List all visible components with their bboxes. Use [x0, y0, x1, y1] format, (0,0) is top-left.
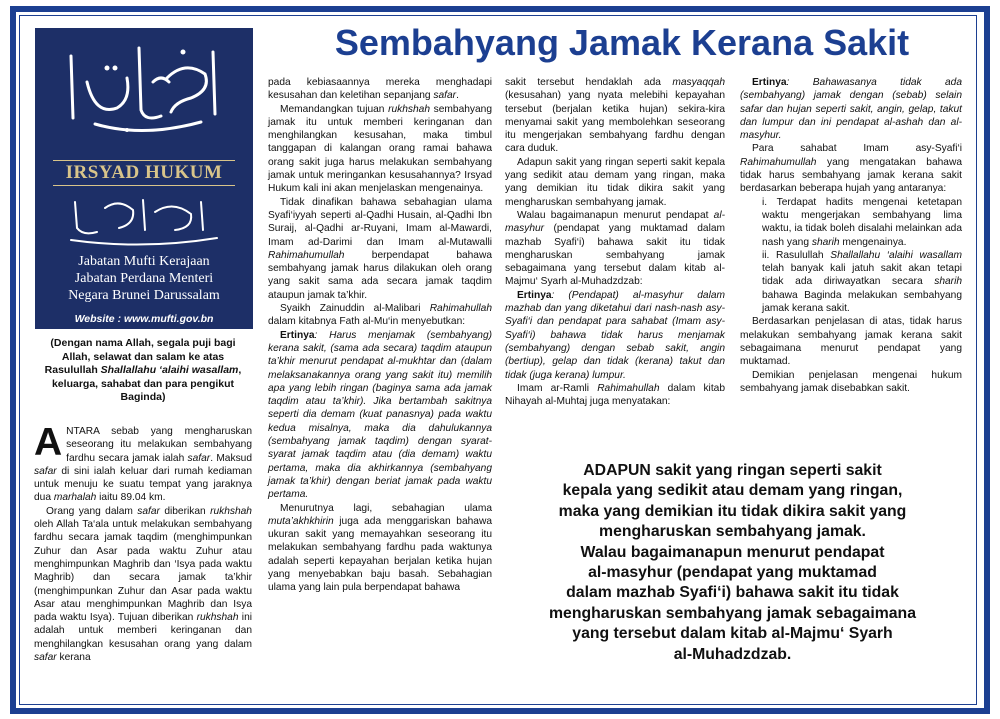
list-item: i. Terdapat hadits mengenai ketetapan waktu mengerjakan sembahyang lima waktu, ia tidak boleh disalahi melainkan ada nash yang sharih mengenainya.: [762, 196, 962, 248]
website-text: Website : www.mufti.gov.bn: [74, 313, 214, 325]
jawi-text: جابتن مفتي كراجأن: [104, 214, 184, 225]
masthead-logo-panel: [35, 28, 253, 329]
column-2: [268, 76, 492, 595]
paragraph: Orang yang dalam safar diberikan rukhshah oleh Allah Ta‘ala untuk melakukan sembahyang fardhu secara jamak taqdim (menghimpunkan Zuhur dan Asar pada waktu Zuhur atau menghimpunkan Maghrib dan ‘Isya pada waktu Maghrib) dan secara jamak ta’khir (menghimpunkan Zuhur dan Asar pada waktu Asar atau menghimpunkan Maghrib dan Isya pada waktu Isya). Tujuan diberikan rukhshah ini adalah untuk memberi keringanan dan menghilangkan kesusahan orang yang dalam safar kerana: [34, 505, 253, 664]
paragraph: Walau bagaimanapun menurut pendapat al-masyhur (pendapat yang muktamad dalam mazhab Syafi‘i) bahawa sakit itu tidak mengharuskan sembahyang jamak sebagaimana yang tersebut dalam kitab al-Majmu‘ Syarh al-Muhadzdzab:: [505, 209, 725, 288]
paragraph: Berdasarkan penjelasan di atas, tidak harus melakukan sembahyang jamak kerana sakit sebagaimana menurut pendapat yang muktamad.: [740, 316, 962, 368]
calligraphy-text: ارشاد حكوم: [119, 90, 169, 101]
paragraph: Ertinya: Harus menjamak (sembahyang) kerana sakit, (sama ada secara) taqdim ataupun ta’khir menurut pendapat al-mukhtar dan (dalam melaksanakannya orang yang sakit itu) memilih apa yang lebih ringan (baginya sama ada jamak taqdim atau ta’khir). Jika bertambah sakitnya seperti dia demam (kuat panasnya) pada waktu kedua misalnya, maka dia dahulukannya (sembahyang jamak taqdim) dengan syarat-syarat jamak taqdim atau (dia demam) waktu pertama, maka dia akhirkannya (sembahyang jamak ta’khir) dengan beriat jamak pada waktu pertama.: [268, 329, 492, 501]
column-4: [740, 76, 962, 395]
paragraph: pada kebiasaannya mereka menghadapi kesusahan dan keletihan sepanjang safar.: [268, 77, 492, 102]
paragraph: Adapun sakit yang ringan seperti sakit kepala yang sedikit atau demam yang ringan, maka yang demikian itu tidak dikira sakit yang mengharuskan sembahyang jamak.: [505, 156, 725, 208]
drop-cap: A: [34, 421, 63, 464]
paragraph: Syaikh Zainuddin al-Malibari Rahimahullah dalam kitabnya Fath al-Mu‘in menyebutkan:: [268, 303, 492, 328]
paragraph: Para sahabat Imam asy-Syafi‘i Rahimahumullah yang mengatakan bahawa tidak harus sembahyang jamak kerana sakit berdasarkan beberapa hujah yang antaranya:: [740, 143, 962, 195]
column-1: [34, 421, 253, 664]
paragraph: Memandangkan tujuan rukhshah sembahyang jamak itu untuk memberi keringanan dan menghilangkan kesusahan, maka timbul tanggapan di kalangan orang ramai bahawa orang sakit juga harus melakukan sembahyang jamak untuk meringankan kesusahannya? Irsyad Hukum kali ini akan menjelaskan mengenainya.: [268, 103, 492, 195]
paragraph: Demikian penjelasan mengenai hukum sembahyang jamak disebabkan sakit.: [740, 369, 962, 394]
list-item: ii. Rasulullah Shallallahu ‘alaihi wasallam telah banyak kali jatuh sakit akan tetapi tidak ada diriwayatkan secara sharih bahawa Baginda melakukan sembahyang jamak kerana sakit.: [762, 249, 962, 315]
opening-caption: (Dengan nama Allah, segala puji bagi Allah, selawat dan salam ke atas Rasulullah Shallallahu ‘alaihi wasallam, keluarga, sahabat dan para pengikut Baginda): [44, 337, 242, 404]
paragraph: sakit tersebut hendaklah ada masyaqqah (kesusahan) yang nyata melebihi kepayahan tersebut (berjalan ketika hujan) sekira-kira menyamai sakit yang membolehkan seseorang itu mengerjakan sembahyang fardhu dengan cara duduk.: [505, 77, 725, 155]
paragraph: ANTARA sebab yang mengharuskan seseorang itu melakukan sembahyang fardhu secara jamak ialah safar. Maksud safar di sini ialah keluar dari rumah kediaman untuk menuju ke suatu tempat yang jaraknya dua marhalah iaitu 89.04 km.: [34, 421, 252, 504]
institution-name: Jabatan Mufti Kerajaan Jabatan Perdana Menteri Negara Brunei Darussalam: [68, 254, 220, 303]
calligraphy-logo: [35, 38, 253, 140]
paragraph: Tidak dinafikan bahawa sebahagian ulama Syafi‘iyyah seperti al-Qadhi Husain, al-Qadhi Ibn Suraij, al-Qadhi ar-Ruyani, Imam al-Mawardi, Imam ad-Darimi dan Imam al-Mutawalli Rahimahumullah berpendapat bahawa sembahyang jamak harus dilakukan oleh orang yang sakit sama ada secara jamak taqdim ataupun jamak ta’khir.: [268, 196, 492, 301]
article-title: Sembahyang Jamak Kerana Sakit: [334, 22, 910, 63]
pull-quote: ADAPUN sakit yang ringan seperti sakit kepala yang sedikit atau demam yang ringan, maka yang demikian itu tidak dikira sakit yang mengharuskan sembahyang jamak. Walau bagaimanapun menurut pendapat al-masyhur (pendapat yang muktamad dalam mazhab Syafi‘i) bahawa sakit itu tidak mengharuskan sembahyang jamak sebagaimana yang tersebut dalam kitab al-Majmu‘ Syarh al-Muhadzdzab.: [549, 462, 916, 663]
paragraph: Menurutnya lagi, sebahagian ulama muta’akhkhirin juga ada menggariskan bahawa ukuran sakit yang memayahkan seseorang itu melakukan sembahyang fardhu pada waktunya adalah seperti kepayahan berjalan ketika hujan yang menyebabkan baju basah. Sebahagian ulama yang lain pula berpendapat bahawa: [268, 502, 492, 594]
column-3: [505, 76, 725, 408]
paragraph: Ertinya: Bahawasanya tidak ada (sembahyang) jamak dengan (sebab) selain safar dan hujan seperti sakit, angin, gelap, takut dan lumpur dan ini pendapat al-ashah dan al-masyhur.: [740, 77, 962, 142]
paragraph: Imam ar-Ramli Rahimahullah dalam kitab Nihayah al-Muhtaj juga menyatakan:: [505, 382, 725, 408]
brand-title: IRSYAD HUKUM: [53, 160, 235, 186]
paragraph: Ertinya: (Pendapat) al-masyhur dalam mazhab dan yang diketahui dari nash-nash asy-Syafi‘i dan pendapat para sahabat (Imam asy-Syafi‘i) bahawa tidak harus menjamak (sembahyang) dengan sebab sakit, angin (bertiup), gelap dan tidak (kerana) takut dan tidak (juga kerana) lumpur.: [505, 289, 725, 381]
jawi-logo: [35, 188, 253, 252]
